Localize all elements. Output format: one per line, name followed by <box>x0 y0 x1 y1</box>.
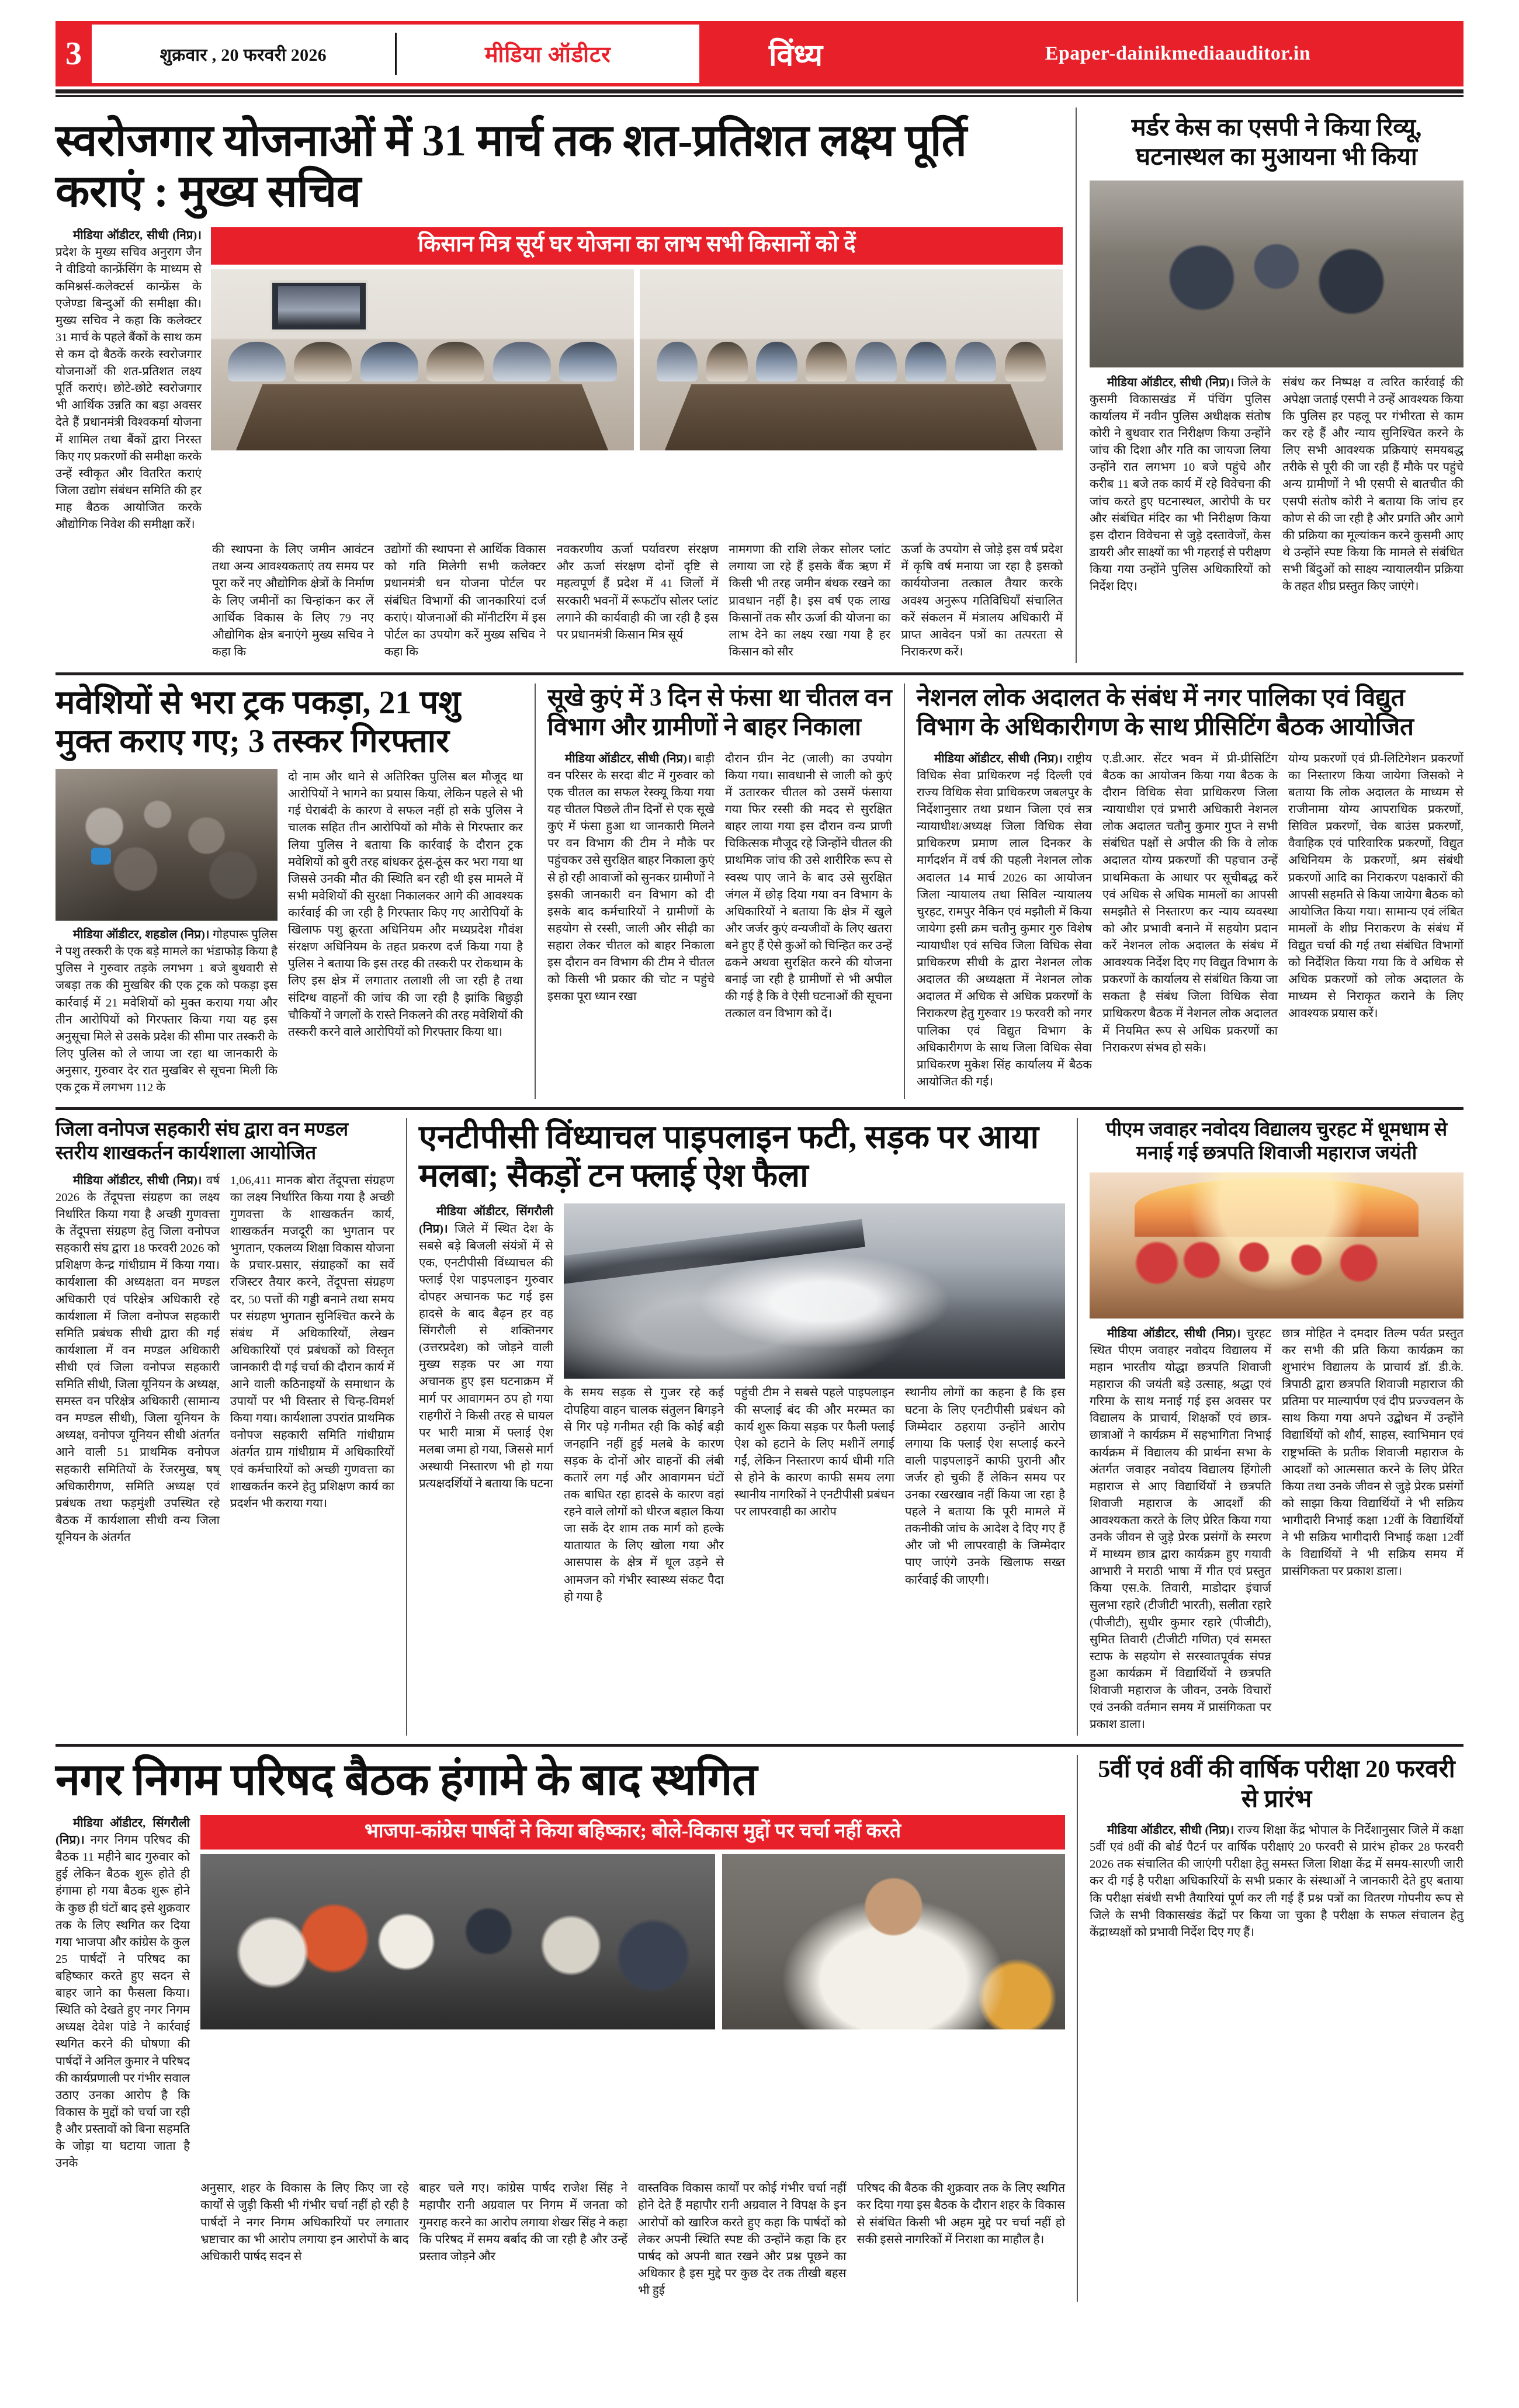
vanopaj-headline[interactable]: जिला वनोपज सहकारी संघ द्वारा वन मण्डल स्तरीय शाखकर्तन कार्यशाला आयोजित <box>56 1119 349 1164</box>
cattle-photo <box>56 769 278 921</box>
ntpc-byline: मीडिया ऑडीटर, सिंगरौली (निप्र)। <box>419 1205 553 1236</box>
lead-col-5: नामगणा की राशि लेकर सोलर प्लांट लगाया जा रहे हैं इसके बैंक ऋण में किसी भी तरह जमीन बंधक रखने का प्रावधान नहीं है। इस वर्ष एक लाख किसानों तक सौर ऊर्जा की योजना का लाभ देने का लक्ष्य रखा गया है हर किसान को सौर <box>729 543 891 658</box>
cattle-headline[interactable]: मवेशियों से भरा ट्रक पकड़ा, 21 पशु मुक्त कराए गए; 3 तस्कर गिरफ्तार <box>56 684 461 760</box>
photo-overlay <box>564 1203 1065 1379</box>
nagar-nigam-col-5: परिषद की बैठक की शुक्रवार तक के लिए स्थगित कर दिया गया इस बैठक के दौरान शहर के विकास से संबंधित किसी भी अहम मुद्दे पर चर्चा नहीं हो सकी इससे नागरिकों में निराशा का माहौल है। <box>856 2182 1065 2246</box>
people-row <box>228 342 617 381</box>
shivaji-story <box>1078 1118 1463 1736</box>
exam-byline: मीडिया ऑडीटर, सीधी (निप्र)। <box>1107 1824 1234 1837</box>
deer-headline[interactable]: सूखे कुएं में 3 दिन से फंसा था चीतल वन विभाग और ग्रामीणों ने बाहर निकाला <box>547 684 892 741</box>
vanopaj-col-2: 1,06,411 मानक बोरा तेंदूपत्ता संग्रहण का लक्ष्य निर्धारित किया गया है अच्छी गुणवत्ता के शाखकर्तन कार्य, शाखकर्तन मजदूरी का भुगतान पर भुगतान, एकलव्य शिक्षा विकास योजना के प्रचार-प्रसार, संग्राहकों का सर्वे रजिस्टर तैयार करने, तेंदूपत्ता संग्रहण दर, 50 पत्तों की गड्डी बनाने तथा समय पर संग्रहण भुगतान सुनिश्चित करने के संबंध में अधिकारियों, लेखन अधिकारियों एवं प्रबंधकों को विस्तृत जानकारी दी गई चर्चा की दौरान कार्य में आने वाली कठिनाइयों के समाधान के उपायों पर भी विस्तार से चिन्ह-विमर्श किया गया। कार्यशाला उपरांत प्राथमिक वनोपज सहकारी समिति गांधीग्राम अंतर्गत ग्राम गांधीग्राम में अधिकारियों एवं कर्मचारियों को अच्छी गुणवत्ता का शाखकर्तन करने हेतु प्रशिक्षण कार्य का प्रदर्शन भी कराया गया। <box>230 1174 394 1510</box>
sp-byline: मीडिया ऑडीटर, सीधी (निप्र)। <box>1107 376 1234 389</box>
nagar-nigam-col-1: मीडिया ऑडीटर, सिंगरौली (निप्र)। नगर निगम परिषद की बैठक 11 महीने बाद गुरुवार को हुई लेकिन बैठक शुरू होते ही हंगामा हो गया बैठक शुरू होने के कुछ ही घंटों बाद इसे शुक्रवार तक के लिए स्थगित कर दिया गया भाजपा और कांग्रेस के कुल 25 पार्षदों ने परिषद का बहिष्कार करते हुए सदन से बाहर जाने का फैसला किया। स्थिति को देखते हुए नगर निगम अध्यक्ष देवेश पांडे ने कार्रवाई स्थगित करने की घोषणा की पार्षदों ने अनिल कुमार ने परिषद की कार्यप्रणाली पर गंभीर सवाल उठाए उनका आरोप है कि विकास के मुद्दों को चर्चा जा रही है और प्रस्तावों को बिना सहमति के जोड़ा या घटाया जाता है उनके <box>56 1816 190 2170</box>
nagar-nigam-col-2: अनुसार, शहर के विकास के लिए किए जा रहे कार्यों से जुड़ी किसी भी गंभीर चर्चा नहीं हो रही है पार्षदों ने नगर निगम अधिकारियों पर लगातार भ्रष्टाचार का भी आरोप लगाया इन आरोपों के बाद अधिकारी पार्षद सदन से <box>200 2182 409 2263</box>
conference-table <box>665 384 1037 450</box>
exam-col-1: मीडिया ऑडीटर, सीधी (निप्र)। राज्य शिक्षा केंद्र भोपाल के निर्देशानुसार जिले में कक्षा 5वीं एवं 8वीं की बोर्ड पैटर्न पर वार्षिक परीक्षाएं 20 फरवरी से प्रारंभ होकर 28 फरवरी 2026 तक संचालित की जाएंगी परीक्षा हेतु समस्त जिला शिक्षा केंद्र में समय-सारणी जारी कर दी गई है परीक्षा अधिकारियों के सभी प्रकार के संस्थाओं ने जानकारी देते हुए बताया कि परीक्षा संबंधी सभी तैयारियां पूर्ण कर ली गई हैं प्रश्न पत्रों का वितरण गोपनीय रूप से जिले के सभी विकासखंड केंद्रों पर किया जा चुका है परीक्षा के सफल संचालन हेतु केंद्राध्यक्षों को प्रभावी निर्देश दिए गए हैं। <box>1090 1824 1463 1939</box>
cattle-story <box>56 683 535 1099</box>
deer-byline: मीडिया ऑडीटर, सीधी (निप्र)। <box>565 752 692 765</box>
nagar-nigam-col-4: वास्तविक विकास कार्यों पर कोई गंभीर चर्चा नहीं होने देते हैं महापौर रानी अग्रवाल ने विपक्ष के इन आरोपों को खारिज करते हुए कहा कि पार्षदों को लेकर अपनी स्थिति स्पष्ट की उन्होंने कहा कि हर पार्षद को अपनी बात रखने और प्रश्न पूछने का अधिकार है इस मुद्दे पर कुछ देर तक तीखी बहस भी हुई <box>638 2182 847 2297</box>
shivaji-byline: मीडिया ऑडीटर, सीधी (निप्र)। <box>1107 1327 1241 1340</box>
nagar-nigam-headline[interactable]: नगर निगम परिषद बैठक हंगामे के बाद स्थगित <box>56 1755 757 1805</box>
brand-name: मीडिया ऑडीटर <box>484 43 611 67</box>
people-row <box>657 342 1046 381</box>
vanopaj-col-1: मीडिया ऑडीटर, सीधी (निप्र)। वर्ष 2026 के तेंदूपत्ता संग्रहण का लक्ष्य निर्धारित किया गया है अच्छी गुणवत्ता के तेंदूपत्ता संग्रहण हेतु जिला वनोपज सहकारी संघ द्वारा 18 फरवरी 2026 को प्रशिक्षण केन्द्र गांधीग्राम में किया गया। कार्यशाला की अध्यक्षता वन मण्डल अधिकारी एवं परिक्षेत्र अधिकारी रहे कार्यशाला में जिला वनोपज सहकारी समिति प्रबंधक सीधी द्वारा की गई कार्यशाला में वन मण्डल अधिकारी सीधी एवं जिला वनोपज सहकारी समिति सीधी, जिला यूनियन के अध्यक्ष, समस्त वन परिक्षेत्र अधिकारी (सामान्य वन मण्डल सीधी), जिला यूनियन के अध्यक्ष, वनोपज यूनियन सीधी अंतर्गत आने वाली 51 प्राथमिक वनोपज सहकारी समितियों के रेंजरमुख, षष् अधिकारीगण, समिति अध्यक्ष एवं प्रबंधक तथा फड़मुंशी उपस्थित रहे बैठक में कार्यशाला सीधी वन्य जिला यूनियन के अंतर्गत <box>56 1174 220 1545</box>
photo-overlay <box>200 1854 715 2029</box>
row-4 <box>56 1755 1463 2302</box>
nagar-nigam-byline: मीडिया ऑडीटर, सिंगरौली (निप्र)। <box>56 1816 190 1847</box>
sp-col-1: मीडिया ऑडीटर, सीधी (निप्र)। जिले के कुसमी विकासखंड में पंचिंग पुलिस कार्यालय में नवीन पुलिस अधीक्षक संतोष कोरी ने बुधवार रात निरीक्षण किया उन्होंने जांच की दिशा और गति का जायजा लिया उन्होंने रात लगभग 10 बजे पहुंचे और करीब 11 बजे तक कार्य में रहे विवेचना की जांच करते हुए घटनास्थल, आरोपी के घर और संबंधित मंदिर का भी निरीक्षण किया इस दौरान विवेचना से जुड़े दस्तावेजों, केस डायरी और साक्ष्यों का भी गहराई से परीक्षण किया गया उन्होंने पुलिस अधिकारियों को निर्देश दिए। <box>1090 376 1271 594</box>
epaper-website-link[interactable]: Epaper-dainikmediaauditor.in <box>1045 43 1311 64</box>
lead-byline: मीडिया ऑडीटर, सीधी (निप्र)। <box>73 229 202 242</box>
section-rule-2 <box>56 1107 1463 1110</box>
nagar-nigam-subhead-bar: भाजपा-कांग्रेस पार्षदों ने किया बहिष्कार; बोले-विकास मुद्दों पर चर्चा नहीं करते <box>200 1815 1065 1850</box>
edition-name: विंध्य <box>768 39 823 72</box>
row-3 <box>56 1118 1463 1736</box>
nagar-nigam-photo-right <box>722 1854 1065 2029</box>
lok-adalat-story <box>905 683 1463 1099</box>
shivaji-col-1: मीडिया ऑडीटर, सीधी (निप्र)। चुरहट स्थित पीएम जवाहर नवोदय विद्यालय में महान भारतीय योद्धा छत्रपति शिवाजी महाराज की जयंती बड़े उत्साह, श्रद्धा एवं गरिमा के साथ मनाई गई इस अवसर पर विद्यालय के प्राचार्य, शिक्षकों एवं छात्र-छात्राओं ने कार्यक्रम में सहभागिता निभाई कार्यक्रम में विद्यालय की प्रार्थना सभा के अंतर्गत जवाहर नवोदय विद्यालय हिंगोली महाराज से आए विद्यार्थियों ने छत्रपति शिवाजी महाराज के आदर्शों की आवश्यकता करते के लिए प्रेरित किया गया उनके जीवन से जुड़े प्रेरक प्रसंगों के स्मरण में माध्यम छात्र द्वारा कार्यक्रम हुए गयावी आभारी ने मराठी भाषा में गीत एवं प्रस्तुत किया एस.के. तिवारी, माडोदार इंचार्ज सुलभा रहारे (टीजीटी भारती), सलीता रहारे (पीजीटी), सुधीर कुमार रहारे (पीजीटी), सुमित तिवारी (टीजीटी गणित) एवं समस्त स्टाफ के सहयोग से सरस्वातपूर्वक संपन्न हुआ कार्यक्रम में विद्यार्थियों ने छत्रपति शिवाजी महाराज के जीवन, उनके विचारों एवं उनकी वर्तमान समय में प्रासंगिकता पर प्रकाश डाला। <box>1090 1327 1271 1732</box>
lok-adalat-col-1: मीडिया ऑडीटर, सीधी (निप्र)। राष्ट्रीय विधिक सेवा प्राधिकरण नई दिल्ली एवं राज्य विधिक सेवा प्राधिकरण जबलपुर के निर्देशानुसार तथा प्रधान जिला एवं सत्र न्यायाधीश/अध्यक्ष जिला विधिक सेवा प्राधिकरण प्रमाण लाल दिनकर के मार्गदर्शन में वर्ष की पहली नेशनल लोक अदालत 14 मार्च 2026 का आयोजन जिला न्यायालय तथा सिविल न्यायालय चुरहट, रामपुर नैकिन एवं मझौली में किया जायेगा इसी क्रम चतौनु कुमार गुरु विशेष न्यायाधीश एवं सचिव जिला विधिक सेवा प्राधिकरण सीधी के द्वारा नेशनल लोक अदालत की अध्यक्षता में नेशनल लोक अदालत में अधिक से अधिक प्रकरणों के निराकरण हेतु गुरुवार 19 फरवरी को नगर पालिका एवं विद्युत विभाग के अधिकारीगण के साथ जिला विधिक सेवा प्राधिकरण मुकेश सिंह कार्यालय में बैठक आयोजित की गई। <box>917 752 1092 1088</box>
sp-photo <box>1090 181 1463 367</box>
sp-col-2: संबंध कर निष्पक्ष व त्वरित कार्रवाई की अपेक्षा जताई एसपी ने उन्हें आवश्यक किया कि पुलिस हर पहलू पर गंभीरता से काम कर रहे हैं और न्याय सुनिश्चित करने के लिए सभी आवश्यक प्रक्रियाएं समयबद्ध तरीके से पूरी की जा रही हैं मौके पर पहुंचे अन्य ग्रामीणों ने भी एसपी से बातचीत की एसपी संतोष कोरी ने बताया कि जांच हर कोण से की जा रही है और प्रगति और आगे की प्रक्रिया का मूल्यांकन करने कुसमी आए थे उन्होंने स्पष्ट किया कि मामले से संबंधित सभी बिंदुओं को साक्ष्य न्यायालयीन प्रक्रिया के तहत शीघ्र प्रस्तुत किए जाएंगे। <box>1282 376 1463 594</box>
deer-col-2: दौरान ग्रीन नेट (जाली) का उपयोग किया गया। सावधानी से जाली को कुएं में उतारकर चीतल को उसमें फंसाया गया फिर रस्सी की मदद से सुरक्षित बाहर लाया गया इस दौरान वन्य प्राणी चिकित्सक मौजूद रहे जिन्होंने चीतल की प्राथमिक जांच की उसे शारीरिक रूप से स्वस्थ पाए जाने के बाद उसे सुरक्षित जंगल में छोड़ दिया गया वन विभाग के अधिकारियों ने बताया कि क्षेत्र में खुले और जर्जर कुएं वन्यजीवों के लिए खतरा बने हुए हैं ऐसे कुओं को चिन्हित कर उन्हें ढकने अथवा सुरक्षित करने की योजना बनाई जा रही है ग्रामीणों से भी अपील की गई है कि वे ऐसी घटनाओं की सूचना तत्काल वन विभाग को दें। <box>725 752 892 1021</box>
vanopaj-byline: मीडिया ऑडीटर, सीधी (निप्र)। <box>73 1174 202 1187</box>
section-rule-1 <box>56 672 1463 675</box>
photo-overlay <box>56 769 278 921</box>
photo-overlay <box>722 1854 1065 2029</box>
lead-photo-left <box>211 269 634 450</box>
lead-story <box>56 107 1076 663</box>
ntpc-col-4: स्थानीय लोगों का कहना है कि इस घटना के लिए एनटीपीसी प्रबंधन को जिम्मेदार ठहराया उन्होंने आरोप लगाया कि फ्लाई ऐश सप्लाई करने वाली पाइपलाइनें काफी पुरानी और जर्जर हो चुकी हैं लेकिन समय पर उनका रखरखाव नहीं किया जा रहा है पहले ने बताया कि पूरी मामले में तकनीकी जांच के आदेश दे दिए गए हैं और जो भी लापरवाही के जिम्मेदार पाए जाएंगे उनके खिलाफ सख्त कार्रवाई की जाएगी। <box>905 1386 1065 1587</box>
sp-headline[interactable]: मर्डर केस का एसपी ने किया रिव्यू, घटनास्थल का मुआयना भी किया <box>1131 114 1422 171</box>
lok-adalat-byline: मीडिया ऑडीटर, सीधी (निप्र)। <box>934 752 1063 765</box>
lead-section <box>56 107 1463 663</box>
masthead-rule-thin <box>56 95 1463 97</box>
lead-col-1 <box>56 227 202 536</box>
lead-col-2: की स्थापना के लिए जमीन आवंटन तथा अन्य आवश्यकताएं तय समय पर पूरा करें नए औद्योगिक क्षेत्रों के निर्माण के लिए जमीनों का चिन्हांकन कर लें आर्थिक विकास के लिए 79 नए औद्योगिक क्षेत्र बनाएंगे मुख्य सचिव ने कहा कि <box>212 543 374 658</box>
section-rule-3 <box>56 1744 1463 1747</box>
deer-col-1: मीडिया ऑडीटर, सीधी (निप्र)। बाड़ी वन परिसर के सरदा बीट में गुरुवार को एक चीतल का सफल रेस्क्यू किया गया यह चीतल पिछले तीन दिनों से एक सूखे कुएं में फंसा हुआ था जानकारी मिलने पर वन विभाग की टीम ने मौके पर पहुंचकर उसे सुरक्षित बाहर निकाला कुएं से हो रही आवाजों को सुनकर ग्रामीणों ने इसकी जानकारी वन विभाग को दी इसके बाद कर्मचारियों ने ग्रामीणों के सहयोग से रस्सी, जाली और सीढ़ी का सहारा लेकर चीतल को बाहर निकाला इस दौरान वन विभाग की टीम ने चीतल को किसी भी प्रकार की चोट न पहुंचे इसका पूरा ध्यान रखा <box>547 752 715 1004</box>
shivaji-photo <box>1090 1172 1463 1318</box>
lead-photo-right <box>640 269 1063 450</box>
lead-subhead-bar: किसान मित्र सूर्य घर योजना का लाभ सभी किसानों को दें <box>211 227 1063 265</box>
conference-table <box>236 384 608 450</box>
newspaper-page <box>0 21 1519 2408</box>
masthead-white-panel <box>92 25 699 83</box>
sp-story <box>1076 107 1463 663</box>
masthead-rule-thick <box>56 89 1463 93</box>
shivaji-col-2: छात्र मोहित ने दमदार तिल्म पर्वत प्रस्तुत कर सभी की प्रति किया कार्यक्रम का शुभारंभ विद्यालय के प्राचार्य डॉ. डी.के. त्रिपाठी द्वारा छत्रपति शिवाजी महाराज की प्रतिमा पर माल्यार्पण एवं दीप प्रज्ज्वलन के साथ किया गया अपने उद्बोधन में उन्होंने विद्यार्थियों को शौर्य, साहस, स्वाभिमान एवं राष्ट्रभक्ति के प्रतीक शिवाजी महाराज के आदर्शों को आत्मसात करने के लिए प्रेरित किया तथा उनके जीवन से जुड़े प्रेरक प्रसंगों को साझा किया विद्यार्थियों ने भी सक्रिय भागीदारी निभाई कक्षा 12वीं के विद्यार्थियों ने भी सक्रिय भागीदारी निभाई कक्षा 12वीं के विद्यार्थियों ने भी सक्रिय समय में प्रासंगिकता पर प्रकाश डाला। <box>1282 1327 1463 1578</box>
photo-overlay <box>1090 181 1463 367</box>
lead-col1-text: प्रदेश के मुख्य सचिव अनुराग जैन ने वीडियो कान्फ्रेंसिंग के माध्यम से कमिश्नर्स-कलेक्टर्स कान्फ्रेंस के एजेण्डा बिन्दुओं की समीक्षा की। मुख्य सचिव ने कहा कि कलेक्टर 31 मार्च के पहले बैंकों के साथ कम से कम दो बैठकें करके स्वरोजगार योजनाओं की शत-प्रतिशत लक्ष्य पूर्ति कराएं। छोटे-छोटे स्वरोजगार भी आर्थिक उन्नति का बड़ा अवसर देते हैं प्रधानमंत्री विश्वकर्मा योजना में शामिल तथा बैंकों द्वारा निरस्त किए गए प्रकरणों की समीक्षा करके उन्हें स्वीकृत और वितरित कराएं जिला उद्योग संबंधन समिति की हर माह बैठक आयोजित करके औद्योगिक निवेश की समीक्षा करें। <box>56 246 202 532</box>
lead-col-6: ऊर्जा के उपयोग से जोड़े इस वर्ष प्रदेश में कृषि वर्ष मनाया जा रहा है इसको कार्ययोजना तत्काल तैयार करके अवश्य अनुरूप गतिविधियाँ संचालित करें संकलन में मंत्रालय अधिकारी में प्राप्त आवेदन पत्रों का तत्परता से निराकरण करें। <box>901 543 1063 658</box>
ntpc-story <box>407 1118 1077 1736</box>
publication-date: शुक्रवार , 20 फरवरी 2026 <box>159 45 327 65</box>
nagar-nigam-col-3: बाहर चले गए। कांग्रेस पार्षद राजेश सिंह ने महापौर रानी अग्रवाल पर निगम में जनता को गुमराह करने का आरोप लगाया शेखर सिंह ने कहा कि परिषद में समय बर्बाद की जा रही है और उन्हें प्रस्ताव जोड़ने और <box>419 2182 627 2263</box>
page-number: 3 <box>65 36 82 72</box>
lead-col-4: नवकरणीय ऊर्जा पर्यावरण संरक्षण और ऊर्जा संरक्षण दोनों दृष्टि से महत्वपूर्ण हैं प्रदेश में 41 जिलों में सरकारी भवनों में रूफटॉप सोलर प्लांट लगाने की कार्यवाही की जा रही है इस पर प्रधानमंत्री किसान मित्र सूर्य <box>556 543 719 641</box>
vanopaj-story <box>56 1118 406 1736</box>
masthead <box>56 21 1463 86</box>
nagar-nigam-photo-left <box>200 1854 715 2029</box>
ntpc-col-2: के समय सड़क से गुजर रहे कई दोपहिया वाहन चालक संतुलन बिगड़ने से गिर पड़े गनीमत रही कि कोई बड़ी जनहानि नहीं हुई मलबे के कारण सड़क के दोनों ओर वाहनों की लंबी कतारें लग गई और आवागमन घंटों तक बाधित रहा हादसे के कारण वहां रहने वाले लोगों को धीरज बहाल किया जा सकें देर शाम तक मार्ग को हल्के यातायात के लिए खोला गया और आसपास के क्षेत्र में धूल उड़ने से आमजन को गंभीर स्वास्थ्य संकट पैदा हो गया है <box>564 1386 724 1604</box>
lok-adalat-col-3: योग्य प्रकरणों एवं प्री-लिटिगेशन प्रकरणों का निस्तारण किया जायेगा जिसको ने बताया कि लोक अदालत के माध्यम से राजीनामा योग्य आपराधिक प्रकरणों, सिविल प्रकरणों, चेक बाउंस प्रकरणों, वैवाहिक एवं पारिवारिक प्रकरणों, विद्युत अधिनियम के प्रकरणों, श्रम संबंधी प्रकरणों आदि का निराकरण पक्षकारों की आपसी सहमति से किया जायेगा बैठक को आयोजित किया गया। सामान्य एवं लंबित मामलों के शीघ्र निराकरण के संबंध में विद्युत चर्चा की गई तथा संबंधित विभागों को निर्देशित किया गया कि वे अधिक से अधिक प्रकरणों को लोक अदालत के माध्यम से निराकृत कराने के लिए आवश्यक प्रयास करें। <box>1288 752 1463 1021</box>
blue-drum-icon <box>91 848 111 865</box>
lead-col-3: उद्योगों की स्थापना से आर्थिक विकास को गति मिलेगी सभी कलेक्टर प्रधानमंत्री धन योजना पोर्टल पर संबंधित विभागों की जानकारियां दर्ज कराएं। योजनाओं की मॉनीटरिंग में इस पोर्टल का उपयोग करें मुख्य सचिव ने कहा कि <box>384 543 546 658</box>
cattle-byline: मीडिया ऑडीटर, शहडोल (निप्र)। <box>73 928 210 942</box>
lead-headline[interactable]: स्वरोजगार योजनाओं में 31 मार्च तक शत-प्रतिशत लक्ष्य पूर्ति कराएं : मुख्य सचिव <box>56 116 967 216</box>
exam-story <box>1078 1755 1463 2302</box>
nagar-nigam-story <box>56 1755 1077 2302</box>
lok-adalat-col-2: ए.डी.आर. सेंटर भवन में प्री-प्रीसिटिंग बैठक का आयोजन किया गया बैठक के दौरान विधिक सेवा प्राधिकरण जिला न्यायाधीश एवं प्रभारी अधिकारी नेशनल लोक अदालत चतौनु कुमार गुप्त ने सभी संबंधित पक्षों से अपील की कि वे लोक अदालत योग्य प्रकरणों की पहचान उन्हें प्राथमिकता के आधार पर सूचीबद्ध करें एवं अधिक से अधिक मामलों का आपसी समझौते से निस्तारण कर न्याय व्यवस्था को और प्रभावी बनाने में सहयोग प्रदान करें नेशनल लोक अदालत के संबंध में आवश्यक निर्देश दिए गए विद्युत विभाग के प्रकरणों के कार्यालय से संबंधित किया जा सकता है संबंध जिला विधिक सेवा प्राधिकरण बैठक में नेशनल लोक अदालत में नियमित रूप से अधिक प्रकरणों का निराकरण संभव हो सके। <box>1102 752 1278 1054</box>
ntpc-photo <box>564 1203 1065 1379</box>
deer-story <box>536 683 904 1099</box>
ntpc-headline[interactable]: एनटीपीसी विंध्याचल पाइपलाइन फटी, सड़क पर आया मलबा; सैकड़ों टन फ्लाई ऐश फैला <box>419 1119 1039 1195</box>
shivaji-headline[interactable]: पीएम जवाहर नवोदय विद्यालय चुरहट में धूमधाम से मनाई गई छत्रपति शिवाजी महाराज जयंती <box>1105 1119 1448 1164</box>
row-2 <box>56 683 1463 1099</box>
wall-screen-icon <box>270 280 367 332</box>
ntpc-col-3: पहुंची टीम ने सबसे पहले पाइपलाइन की सप्लाई बंद की और मरम्मत का कार्य शुरू किया सड़क पर फैली फ्लाई ऐश को हटाने के लिए मशीनें लगाई गईं, लेकिन निस्तारण कार्य धीमी गति से होने के कारण काफी समय लगा स्थानीय नागरिकों ने एनटीपीसी प्रबंधन पर लापरवाही का आरोप <box>734 1386 894 1519</box>
exam-headline[interactable]: 5वीं एवं 8वीं की वार्षिक परीक्षा 20 फरवरी से प्रारंभ <box>1098 1756 1455 1813</box>
cattle-col-1: मीडिया ऑडीटर, शहडोल (निप्र)। गोहपारू पुलिस ने पशु तस्करी के एक बड़े मामले का भंडाफोड़ किया है पुलिस ने गुरुवार तड़के लगभग 1 बजे बुधवारी से जबड़ा तक की मुखबिर की एक ट्रक को पकड़ा इस कार्रवाई में 21 मवेशियों को मुक्त कराया गया और तीन आरोपियों को गिरफ्तार किया गया यह इस अनुसूचा मिले से उसके प्रदेश की सीमा पार तस्करी के लिए पुलिस को ले जाया जा रहा था जानकारी के अनुसार, गुरुवार देर रात मुखबिर से सूचना मिली कि एक ट्रक में लगभग 112 के <box>56 928 278 1095</box>
ntpc-col-1: मीडिया ऑडीटर, सिंगरौली (निप्र)। जिले में स्थित देश के सबसे बड़े बिजली संयंत्रों में से एक, एनटीपीसी विंध्याचल की फ्लाई ऐश पाइपलाइन गुरुवार दोपहर अचानक फट गई इस हादसे के बाद बैढ़न हर वह सिंगरौली से शक्तिनगर (उत्तरप्रदेश) को जोड़ने वाली मुख्य सड़क पर आ गया अचानक हुए इस घटनाक्रम में मार्ग पर आवागमन ठप हो गया राहगीरों ने किसी तरह से घायल पर भारी मात्रा में फ्लाई ऐश मलबा जमा हो गया, जिससे मार्ग अस्थायी निस्तारण भी हो गया प्रत्यक्षदर्शियों ने बताया कि घटना <box>419 1205 553 1491</box>
photo-overlay <box>1090 1172 1463 1318</box>
cattle-col-2: दो नाम और थाने से अतिरिक्त पुलिस बल मौजूद था आरोपियों ने भागने का प्रयास किया, लेकिन पहले से भी गई घेराबंदी के कारण वे सफल नहीं हो सके पुलिस ने चालक सहित तीन आरोपियों को मौके से गिरफ्तार कर लिया पुलिस ने बताया कि कार्रवाई के दौरान ट्रक मवेशियों को बुरी तरह बांधकर ठूंस-ठूंस कर भरा गया था जिससे उनकी मौत की स्थिति बन रही थी इस मामले में सभी मवेशियों की सुरक्षा निकालकर आगे की आवश्यक कार्रवाई की जा रही है गिरफ्तार किए गए आरोपियों के खिलाफ पशु क्रूरता अधिनियम और मध्यप्रदेश गौवंश संरक्षण अधिनियम के तहत प्रकरण दर्ज किया गया है पुलिस ने बताया कि इस तरह की तस्करी पर रोकथाम के लिए इस क्षेत्र में लगातार तलाशी ली जा रही है तथा संदिग्ध वाहनों की जांच की जा रही है झांकि बिछुड़ी चौकियों ने जगलों के रास्ते निकलने की तरह मवेशियों की तस्करी करने वाले आरोपियों को गिरफ्तार किया था। <box>288 771 523 1039</box>
lok-adalat-headline[interactable]: नेशनल लोक अदालत के संबंध में नगर पालिका एवं विद्युत विभाग के अधिकारीगण के साथ प्रीसिटिंग बैठक आयोजित <box>917 684 1414 741</box>
